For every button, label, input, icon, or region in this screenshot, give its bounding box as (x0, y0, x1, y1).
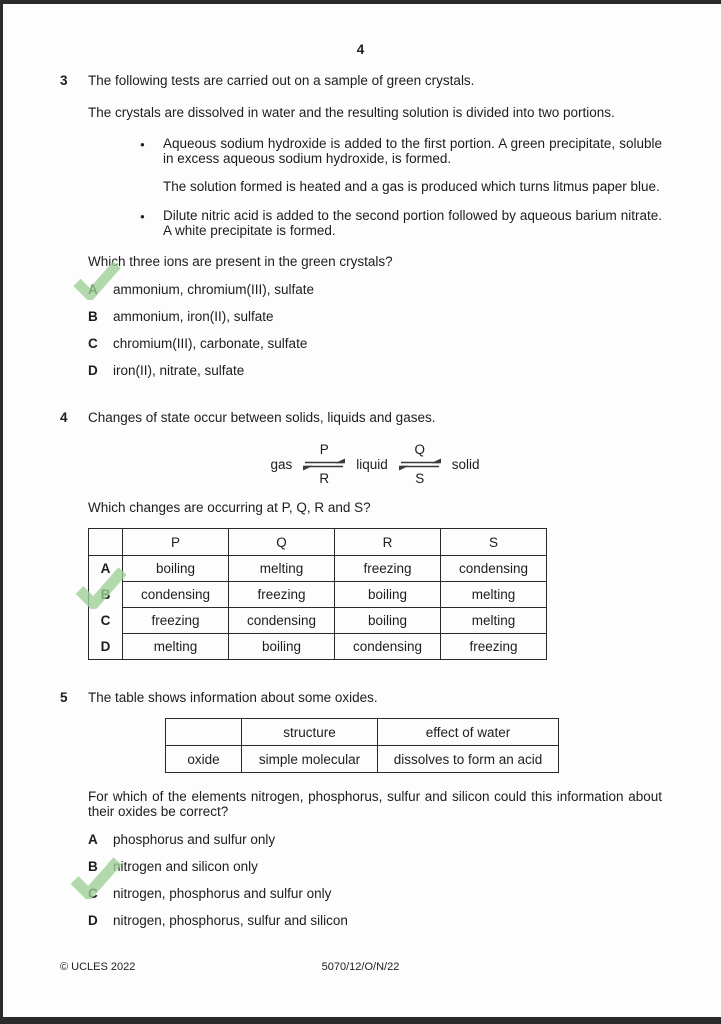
header-cell-r: R (335, 529, 441, 556)
paper-code: 5070/12/O/N/22 (321, 961, 400, 973)
table-cell: condensing (335, 634, 441, 660)
correct-answer-checkmark-q4 (75, 567, 126, 609)
q4-intro-text: Changes of state occur between solids, liquids and gases. (88, 410, 436, 425)
table-cell: boiling (335, 608, 441, 634)
row-letter: D (89, 634, 123, 660)
table-cell: freezing (229, 582, 335, 608)
q5-intro-text: The table shows information about some oxides. (88, 690, 378, 705)
table-header-row (166, 719, 559, 746)
q3-bullet-1 (140, 136, 662, 166)
option-text: nitrogen, phosphorus, sulfur and silicon (113, 913, 348, 928)
table-row (89, 608, 547, 634)
correct-answer-checkmark-q5 (70, 857, 121, 899)
header-cell-effect-of-water: effect of water (378, 719, 559, 746)
option-letter: D (88, 913, 98, 928)
question-5-number: 5 (60, 690, 68, 705)
bullet-icon: ● (140, 212, 145, 221)
table-cell: melting (229, 556, 335, 582)
q4-question-text: Which changes are occurring at P, Q, R and S? (88, 500, 371, 515)
table-cell: freezing (441, 634, 547, 660)
question-4-number: 4 (60, 410, 68, 425)
diagram-label-liquid: liquid (356, 457, 388, 472)
question-5-body (88, 690, 662, 928)
option-text: iron(II), nitrate, sulfate (113, 363, 245, 378)
q3-options (88, 282, 662, 378)
option-text: ammonium, chromium(III), sulfate (113, 282, 315, 297)
q5-options (88, 832, 662, 928)
q5-option-d (88, 913, 662, 928)
diagram-label-gas: gas (270, 457, 293, 472)
option-letter: B (88, 309, 98, 324)
q5-option-b (88, 859, 662, 874)
header-cell-s: S (441, 529, 547, 556)
table-cell: simple molecular (242, 746, 378, 773)
q3-option-a (88, 282, 662, 297)
option-letter: A (88, 832, 98, 847)
table-cell: boiling (335, 582, 441, 608)
q5-option-a (88, 832, 662, 847)
equilibrium-arrow-group-1 (302, 443, 346, 486)
page-footer (0, 961, 721, 974)
bullet-icon: ● (140, 140, 145, 149)
q3-option-c (88, 336, 662, 351)
equilibrium-arrow-group-2 (398, 443, 442, 486)
question-5 (60, 690, 662, 928)
table-row (89, 634, 547, 660)
table-cell: melting (123, 634, 229, 660)
option-text: ammonium, iron(II), sulfate (113, 309, 274, 324)
table-cell: condensing (229, 608, 335, 634)
header-cell-q: Q (229, 529, 335, 556)
q3-paragraph-2: The crystals are dissolved in water and the resulting solution is divided into two portions. (88, 105, 615, 120)
diagram-label-p: P (319, 442, 329, 457)
header-cell-structure: structure (242, 719, 378, 746)
q3-intro-text: The following tests are carried out on a sample of green crystals. (88, 73, 475, 88)
q3-question-text: Which three ions are present in the green crystals? (88, 254, 393, 269)
option-letter: B (88, 859, 98, 874)
header-cell-empty (166, 719, 242, 746)
question-3 (60, 73, 662, 378)
header-cell-p: P (123, 529, 229, 556)
q3-bullet-1-subtext: The solution formed is heated and a gas is produced which turns litmus paper blue. (163, 179, 660, 194)
q5-oxide-table (165, 718, 559, 773)
option-letter: C (88, 886, 98, 901)
option-text: nitrogen, phosphorus and sulfur only (113, 886, 332, 901)
q3-bullet-2-text: Dilute nitric acid is added to the second portion followed by aqueous barium nitrate. A white precipitate is formed. (163, 208, 662, 238)
table-cell: condensing (123, 582, 229, 608)
q5-option-c (88, 886, 662, 901)
table-row (166, 746, 559, 773)
row-letter: A (89, 556, 123, 582)
question-3-number: 3 (60, 73, 68, 88)
scan-edge-left (0, 0, 3, 1024)
equilibrium-arrow-icon (302, 458, 346, 471)
question-4 (60, 410, 662, 660)
option-letter: A (88, 282, 98, 297)
table-cell: boiling (123, 556, 229, 582)
equilibrium-arrow-icon (398, 458, 442, 471)
q3-bullet-1-text: Aqueous sodium hydroxide is added to the first portion. A green precipitate, soluble in excess aqueous sodium hydroxide, is formed. (163, 136, 662, 166)
option-text: phosphorus and sulfur only (113, 832, 276, 847)
page-number: 4 (356, 42, 365, 57)
option-letter: D (88, 363, 98, 378)
option-text: chromium(III), carbonate, sulfate (113, 336, 308, 351)
state-change-diagram (88, 443, 662, 486)
scan-edge-top (0, 0, 721, 4)
table-header-row (89, 529, 547, 556)
q3-option-b (88, 309, 662, 324)
table-row (89, 556, 547, 582)
q5-question-text: For which of the elements nitrogen, phosphorus, sulfur and silicon could this information about their oxides be correct? (88, 789, 662, 819)
row-letter: C (89, 608, 123, 634)
table-cell: freezing (335, 556, 441, 582)
row-letter: B (89, 582, 123, 608)
option-letter: C (88, 336, 98, 351)
table-cell: melting (441, 582, 547, 608)
table-row (89, 582, 547, 608)
header-cell-empty (89, 529, 123, 556)
table-cell: boiling (229, 634, 335, 660)
option-text: nitrogen and silicon only (113, 859, 258, 874)
q4-answer-table (88, 528, 547, 660)
table-cell: dissolves to form an acid (378, 746, 559, 773)
table-cell: condensing (441, 556, 547, 582)
question-4-body (88, 410, 662, 660)
scan-edge-bottom (0, 1017, 721, 1024)
copyright-text: © UCLES 2022 (60, 961, 136, 973)
table-cell: melting (441, 608, 547, 634)
diagram-label-s: S (415, 471, 425, 486)
diagram-label-q: Q (414, 442, 426, 457)
table-cell: freezing (123, 608, 229, 634)
diagram-label-solid: solid (451, 457, 480, 472)
table-cell: oxide (166, 746, 242, 773)
diagram-label-r: R (319, 471, 330, 486)
correct-answer-checkmark-q3 (72, 261, 121, 300)
question-3-body (88, 73, 662, 378)
q3-bullet-2 (140, 208, 662, 238)
q3-option-d (88, 363, 662, 378)
